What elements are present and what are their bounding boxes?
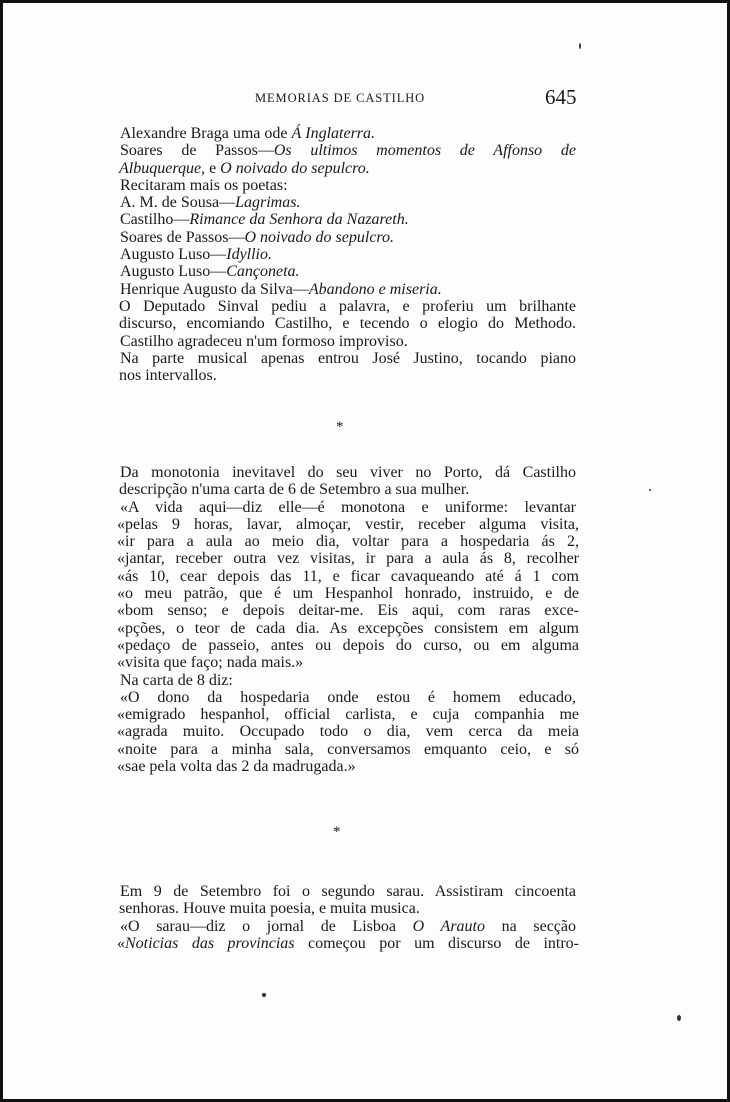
text-line: Albuquerque, e O noivado do sepulcro. — [119, 159, 370, 177]
text-line: «jantar, receber outra vez visitas, ir para a aula ás 8, recolher — [117, 550, 579, 568]
text-line: Augusto Luso—Idyllio. — [120, 246, 272, 264]
text-line: «ás 10, cear depois das 11, e ficar cavaqueando até á 1 com — [117, 567, 579, 585]
scan-speck — [649, 489, 651, 491]
text-line: «pedaço de passeio, antes ou depois do curso, ou em alguma — [117, 636, 579, 654]
text-line: Na parte musical apenas entrou José Justino, tocando piano — [120, 349, 576, 367]
text-line: «o meu patrão, que é um Hespanhol honrado, instruido, e de — [117, 585, 579, 603]
text-line: «sae pela volta das 2 da madrugada.» — [117, 758, 356, 776]
text-line: «pelas 9 horas, lavar, almoçar, vestir, receber alguma visita, — [117, 515, 579, 533]
text-line: nos intervallos. — [119, 367, 217, 385]
text-line: Em 9 de Setembro foi o segundo sarau. Assistiram cincoenta — [120, 883, 576, 900]
text-line: Alexandre Braga uma ode Á Inglaterra. — [120, 125, 376, 142]
text-line: Recitaram mais os poetas: — [120, 176, 288, 194]
text-line: senhoras. Houve muita poesia, e muita musica. — [119, 900, 420, 918]
section-letters — [117, 464, 579, 776]
text-line: «visita que faço; nada mais.» — [117, 654, 304, 672]
text-line: Soares de Passos—Os ultimos momentos de Affonso de — [120, 142, 576, 160]
text-line: Augusto Luso—Cançoneta. — [120, 263, 300, 281]
text-line: «noite para a minha sala, conversamos emquanto ceio, e só — [117, 740, 579, 758]
running-header — [3, 85, 730, 111]
text-line: descripção n'uma carta de 6 de Setembro a sua mulher. — [119, 481, 470, 499]
text-line: discurso, encomiando Castilho, e tecendo o elogio do Methodo. — [119, 315, 576, 333]
section-second-sarau — [117, 883, 580, 952]
text-line: Da monotonia inevitavel do seu viver no Porto, dá Castilho — [120, 464, 576, 481]
text-line: «pções, o teor de cada dia. As excepções consistem em algum — [117, 619, 579, 637]
text-line: «bom senso; e depois deitar-me. Eis aqui, com raras exce- — [117, 602, 579, 620]
text-line: Soares de Passos—O noivado do sepulcro. — [120, 228, 395, 246]
text-line: «agrada muito. Occupado todo o dia, vem cerca da meia — [117, 723, 579, 741]
section-separator: * — [336, 419, 344, 435]
scan-speck — [262, 993, 266, 997]
text-line: «O sarau—diz o jornal de Lisboa O Arauto na secção — [120, 917, 577, 935]
scan-speck — [579, 43, 581, 49]
text-line: Henrique Augusto da Silva—Abandono e miseria. — [120, 280, 442, 298]
text-line: «ir para a aula ao meio dia, voltar para a hospedaria ás 2, — [117, 533, 579, 551]
text-line: «A vida aqui—diz elle—é monotona e uniforme: levantar — [120, 498, 576, 516]
page-number: 645 — [545, 85, 577, 109]
text-line: «emigrado hespanhol, official carlista, e cuja companhia me — [117, 706, 579, 724]
running-title: MEMORIAS DE CASTILHO — [255, 91, 426, 105]
text-line: A. M. de Sousa—Lagrimas. — [120, 194, 301, 212]
section-separator: * — [333, 824, 341, 840]
text-line: Castilho—Rimance da Senhora da Nazareth. — [120, 211, 409, 229]
text-line: «O dono da hospedaria onde estou é homem educado, — [120, 688, 576, 706]
text-line: «Noticias das provincias começou por um discurso de intro- — [117, 934, 580, 952]
scan-speck — [677, 1015, 681, 1021]
section-recitations — [120, 125, 576, 384]
text-line: Na carta de 8 diz: — [120, 671, 233, 689]
text-line: Castilho agradeceu n'um formoso improviso. — [120, 332, 408, 350]
text-line: O Deputado Sinval pediu a palavra, e proferiu um brilhante — [119, 297, 576, 315]
